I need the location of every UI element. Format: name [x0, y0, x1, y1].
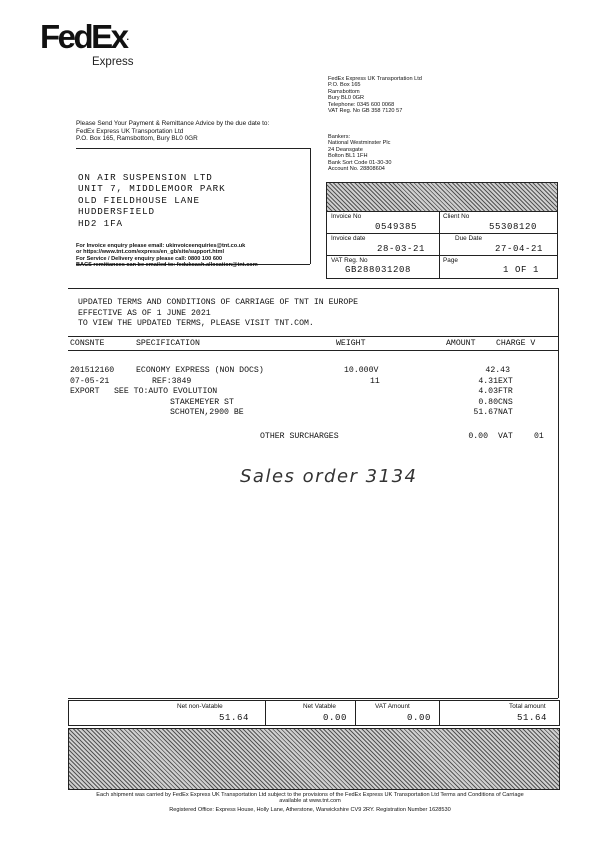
invoice-date-label: Invoice date: [331, 235, 366, 242]
logo-brand: FedEx: [40, 18, 127, 55]
handwritten-sales-order: Sales order 3134: [240, 466, 418, 487]
total-amount: 51.64: [517, 713, 548, 723]
sender-line: Bury BL0 0GR: [328, 95, 365, 102]
sender-line: Telephone: 0345 600 0068: [328, 101, 395, 108]
table-row: [70, 408, 550, 419]
net-vatable: 0.00: [323, 713, 348, 723]
row-weight: 10.000V: [344, 366, 379, 375]
client-no: 55308120: [489, 222, 538, 232]
remittance-instructions: [76, 120, 326, 143]
row-charge: FTR: [498, 387, 513, 397]
footer-terms: Each shipment was carried by FedEx Express UK Transportation Ltd subject to the provisions of the FedEx Express UK Transportation Ltd Terms and Conditions of Carriage: [96, 792, 524, 798]
customer-line: OLD FIELDHOUSE LANE: [78, 194, 200, 206]
invoice-no-label: Invoice No: [331, 213, 362, 220]
contact-line: For Invoice enquiry please email: ukinvoiceenquiries@tnt.co.uk: [76, 243, 246, 249]
invoice-info-box: [326, 182, 558, 279]
net-non-vatable-label: Net non-Vatable: [177, 703, 223, 710]
vat-amount-label: VAT Amount: [375, 703, 410, 710]
footer-website: available at www.tnt.com: [279, 798, 341, 805]
remit-line: Please Send Your Payment & Remittance Advice by the due date to:: [76, 120, 270, 127]
vat-reg-no: GB288031208: [345, 265, 412, 275]
header-specification: SPECIFICATION: [136, 339, 200, 348]
header-consnt: CONSNTE: [70, 339, 105, 348]
total-amount-label: Total amount: [509, 703, 546, 710]
contact-line: For Service / Delivery enquiry please call: 0800 100 600: [76, 255, 223, 262]
footer: [60, 792, 560, 813]
row-consignment: 07-05-21: [70, 376, 110, 386]
customer-line: UNIT 7, MIDDLEMOOR PARK: [78, 183, 226, 195]
sender-line: FedEx Express UK Transportation Ltd: [328, 76, 422, 82]
bankers-block: [328, 134, 498, 172]
other-surcharges-tail: 01: [534, 432, 544, 441]
invoice-date: 28-03-21: [377, 244, 426, 254]
net-vatable-label: Net Vatable: [303, 703, 336, 710]
remit-line: FedEx Express UK Transportation Ltd: [76, 127, 184, 135]
contact-line: BACS remittances can be emailed to: fedukcash.allocation@tnt.com: [76, 262, 258, 269]
terms-notice: [78, 298, 548, 330]
table-row: [70, 387, 550, 398]
notice-line: EFFECTIVE AS OF 1 JUNE 2021: [78, 308, 211, 318]
contact-line: or https://www.tnt.com/express/en_gb/site/support.html: [76, 249, 225, 256]
due-date: 27-04-21: [495, 244, 544, 254]
bankers-line: Account No. 28808604: [328, 166, 385, 173]
contact-info: [76, 243, 326, 269]
vat-amount: 0.00: [407, 713, 432, 723]
remittance-slip-shaded: [68, 728, 560, 790]
row-consignment: 201512160: [70, 366, 115, 375]
remit-line: P.O. Box 165, Ramsbottom, Bury BL0 0GR: [76, 135, 198, 143]
logo-subtitle: Express: [92, 56, 134, 68]
invoice-no: 0549385: [375, 222, 418, 232]
due-date-label: Due Date: [455, 235, 482, 242]
invoice-header-shade: [327, 183, 557, 211]
row-amount: 4.31: [478, 376, 498, 386]
row-amount: 42.43: [485, 366, 510, 375]
customer-line: ON AIR SUSPENSION LTD: [78, 172, 213, 183]
page-label: Page: [443, 257, 458, 264]
row-spec: REF:3849: [152, 376, 192, 386]
table-row: [70, 398, 550, 409]
row-amount: 51.67: [473, 408, 498, 418]
page-no: 1 OF 1: [503, 265, 540, 275]
header-weight: WEIGHT: [336, 339, 366, 348]
bankers-line: Bankers:: [328, 134, 351, 140]
client-no-label: Client No: [443, 213, 470, 220]
notice-line: UPDATED TERMS AND CONDITIONS OF CARRIAGE OF TNT IN EUROPE: [78, 298, 359, 307]
sender-line: Ramsbottom: [328, 88, 360, 95]
other-surcharges-code: VAT: [498, 432, 513, 441]
other-surcharges-label: OTHER SURCHARGES: [260, 432, 339, 441]
row-spec: SEE TO:AUTO EVOLUTION: [114, 387, 218, 397]
table-row: [70, 366, 550, 377]
table-row: [70, 377, 550, 388]
footer-registered-office: Registered Office: Express House, Holly Lane, Atherstone, Warwickshire CV9 2RY. Registration Number 1628530: [169, 806, 451, 813]
totals-box: [68, 700, 560, 726]
notice-line: TO VIEW THE UPDATED TERMS, PLEASE VISIT TNT.COM.: [78, 319, 314, 329]
row-amount: 0.80: [478, 397, 498, 407]
row-charge: CNS: [498, 397, 513, 407]
row-consignment: EXPORT: [70, 387, 100, 397]
fedex-logo: FedEx.: [40, 18, 130, 55]
header-amount: AMOUNT: [446, 339, 476, 348]
sender-line: VAT Reg. No GB 358 7120 57: [328, 108, 403, 115]
row-spec: SCHOTEN,2900 BE: [170, 408, 244, 418]
bankers-line: 24 Deansgate: [328, 146, 363, 153]
bankers-line: Bolton BL1 1FH: [328, 153, 368, 160]
bankers-line: Bank Sort Code 01-30-30: [328, 159, 392, 166]
bankers-line: National Westminster Plc: [328, 140, 391, 147]
row-spec: STAKEMEYER ST: [170, 397, 234, 407]
customer-line: HD2 1FA: [78, 217, 123, 229]
sender-line: P.O. Box 165: [328, 82, 361, 89]
row-charge: NAT: [498, 408, 513, 418]
line-items: [70, 366, 550, 419]
row-amount: 4.03: [478, 387, 498, 397]
row-charge: EXT: [498, 376, 513, 386]
vat-reg-label: VAT Reg. No: [331, 257, 368, 264]
row-weight: 11: [370, 376, 380, 386]
row-spec: ECONOMY EXPRESS (NON DOCS): [136, 366, 264, 375]
sender-address: [328, 76, 498, 114]
customer-line: HUDDERSFIELD: [78, 206, 155, 218]
customer-address: [78, 172, 308, 229]
net-non-vatable: 51.64: [219, 713, 250, 723]
other-surcharges-amount: 0.00: [468, 432, 488, 441]
header-charge: CHARGE V: [496, 339, 536, 348]
